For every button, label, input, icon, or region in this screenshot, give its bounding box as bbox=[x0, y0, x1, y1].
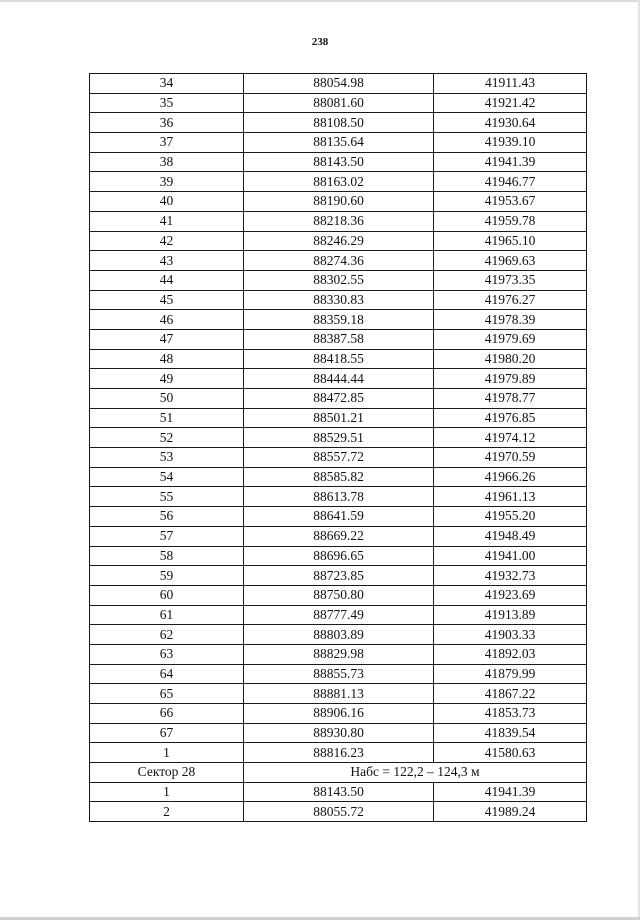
table-row bbox=[90, 585, 587, 605]
point-number-cell: 43 bbox=[90, 251, 244, 271]
point-number-cell: 38 bbox=[90, 152, 244, 172]
point-number-cell: 1 bbox=[90, 782, 244, 802]
table-row bbox=[90, 310, 587, 330]
x-coordinate-cell: 88135.64 bbox=[244, 133, 434, 153]
point-number-cell: 40 bbox=[90, 192, 244, 212]
point-number-cell: 55 bbox=[90, 487, 244, 507]
table-row bbox=[90, 349, 587, 369]
y-coordinate-cell: 41892.03 bbox=[434, 644, 587, 664]
y-coordinate-cell: 41979.89 bbox=[434, 369, 587, 389]
table-row bbox=[90, 74, 587, 94]
table-row bbox=[90, 329, 587, 349]
y-coordinate-cell: 41923.69 bbox=[434, 585, 587, 605]
y-coordinate-cell: 41969.63 bbox=[434, 251, 587, 271]
point-number-cell: 54 bbox=[90, 467, 244, 487]
point-number-cell: 1 bbox=[90, 743, 244, 763]
point-number-cell: 45 bbox=[90, 290, 244, 310]
x-coordinate-cell: 88557.72 bbox=[244, 448, 434, 468]
sector-header bbox=[90, 763, 587, 783]
table-row bbox=[90, 782, 587, 802]
y-coordinate-cell: 41976.27 bbox=[434, 290, 587, 310]
y-coordinate-cell: 41973.35 bbox=[434, 270, 587, 290]
y-coordinate-cell: 41921.42 bbox=[434, 93, 587, 113]
table-row bbox=[90, 684, 587, 704]
y-coordinate-cell: 41946.77 bbox=[434, 172, 587, 192]
point-number-cell: 66 bbox=[90, 704, 244, 724]
x-coordinate-cell: 88054.98 bbox=[244, 74, 434, 94]
y-coordinate-cell: 41978.39 bbox=[434, 310, 587, 330]
table-row bbox=[90, 93, 587, 113]
x-coordinate-cell: 88418.55 bbox=[244, 349, 434, 369]
y-coordinate-cell: 41953.67 bbox=[434, 192, 587, 212]
x-coordinate-cell: 88529.51 bbox=[244, 428, 434, 448]
point-number-cell: 42 bbox=[90, 231, 244, 251]
y-coordinate-cell: 41970.59 bbox=[434, 448, 587, 468]
point-number-cell: 67 bbox=[90, 723, 244, 743]
point-number-cell: 39 bbox=[90, 172, 244, 192]
point-number-cell: 41 bbox=[90, 211, 244, 231]
point-number-cell: 49 bbox=[90, 369, 244, 389]
y-coordinate-cell: 41980.20 bbox=[434, 349, 587, 369]
table-row bbox=[90, 467, 587, 487]
table-row bbox=[90, 251, 587, 271]
x-coordinate-cell: 88163.02 bbox=[244, 172, 434, 192]
coordinates-table bbox=[89, 73, 587, 822]
x-coordinate-cell: 88143.50 bbox=[244, 782, 434, 802]
y-coordinate-cell: 41839.54 bbox=[434, 723, 587, 743]
x-coordinate-cell: 88246.29 bbox=[244, 231, 434, 251]
y-coordinate-cell: 41930.64 bbox=[434, 113, 587, 133]
table-row bbox=[90, 487, 587, 507]
table-row bbox=[90, 743, 587, 763]
x-coordinate-cell: 88723.85 bbox=[244, 566, 434, 586]
y-coordinate-cell: 41948.49 bbox=[434, 526, 587, 546]
x-coordinate-cell: 88585.82 bbox=[244, 467, 434, 487]
x-coordinate-cell: 88750.80 bbox=[244, 585, 434, 605]
x-coordinate-cell: 88302.55 bbox=[244, 270, 434, 290]
table-row bbox=[90, 566, 587, 586]
y-coordinate-cell: 41913.89 bbox=[434, 605, 587, 625]
x-coordinate-cell: 88081.60 bbox=[244, 93, 434, 113]
table-row bbox=[90, 231, 587, 251]
point-number-cell: 47 bbox=[90, 329, 244, 349]
point-number-cell: 53 bbox=[90, 448, 244, 468]
point-number-cell: 60 bbox=[90, 585, 244, 605]
x-coordinate-cell: 88881.13 bbox=[244, 684, 434, 704]
point-number-cell: 35 bbox=[90, 93, 244, 113]
y-coordinate-cell: 41989.24 bbox=[434, 802, 587, 822]
point-number-cell: 44 bbox=[90, 270, 244, 290]
table-row bbox=[90, 704, 587, 724]
point-number-cell: 36 bbox=[90, 113, 244, 133]
table-row bbox=[90, 152, 587, 172]
table-row bbox=[90, 605, 587, 625]
table-row bbox=[90, 389, 587, 409]
y-coordinate-cell: 41959.78 bbox=[434, 211, 587, 231]
coordinates-rows-after bbox=[90, 782, 587, 821]
x-coordinate-cell: 88218.36 bbox=[244, 211, 434, 231]
table-row bbox=[90, 133, 587, 153]
point-number-cell: 51 bbox=[90, 408, 244, 428]
x-coordinate-cell: 88472.85 bbox=[244, 389, 434, 409]
point-number-cell: 48 bbox=[90, 349, 244, 369]
y-coordinate-cell: 41961.13 bbox=[434, 487, 587, 507]
table-row bbox=[90, 428, 587, 448]
point-number-cell: 64 bbox=[90, 664, 244, 684]
x-coordinate-cell: 88829.98 bbox=[244, 644, 434, 664]
table-row bbox=[90, 507, 587, 527]
point-number-cell: 52 bbox=[90, 428, 244, 448]
table-row bbox=[90, 526, 587, 546]
sector-height-range: Набс = 122,2 – 124,3 м bbox=[244, 763, 587, 783]
point-number-cell: 59 bbox=[90, 566, 244, 586]
table-row bbox=[90, 369, 587, 389]
x-coordinate-cell: 88143.50 bbox=[244, 152, 434, 172]
x-coordinate-cell: 88359.18 bbox=[244, 310, 434, 330]
x-coordinate-cell: 88444.44 bbox=[244, 369, 434, 389]
point-number-cell: 62 bbox=[90, 625, 244, 645]
table-row bbox=[90, 290, 587, 310]
y-coordinate-cell: 41879.99 bbox=[434, 664, 587, 684]
point-number-cell: 50 bbox=[90, 389, 244, 409]
y-coordinate-cell: 41939.10 bbox=[434, 133, 587, 153]
table-row bbox=[90, 644, 587, 664]
x-coordinate-cell: 88613.78 bbox=[244, 487, 434, 507]
y-coordinate-cell: 41966.26 bbox=[434, 467, 587, 487]
y-coordinate-cell: 41974.12 bbox=[434, 428, 587, 448]
x-coordinate-cell: 88777.49 bbox=[244, 605, 434, 625]
point-number-cell: 65 bbox=[90, 684, 244, 704]
coordinates-rows-before bbox=[90, 74, 587, 763]
x-coordinate-cell: 88387.58 bbox=[244, 329, 434, 349]
table-row bbox=[90, 408, 587, 428]
x-coordinate-cell: 88330.83 bbox=[244, 290, 434, 310]
table-row bbox=[90, 211, 587, 231]
sector-header-row bbox=[90, 763, 587, 783]
table-row bbox=[90, 113, 587, 133]
y-coordinate-cell: 41965.10 bbox=[434, 231, 587, 251]
y-coordinate-cell: 41978.77 bbox=[434, 389, 587, 409]
y-coordinate-cell: 41941.39 bbox=[434, 152, 587, 172]
point-number-cell: 63 bbox=[90, 644, 244, 664]
table-row bbox=[90, 723, 587, 743]
y-coordinate-cell: 41867.22 bbox=[434, 684, 587, 704]
page-top-edge bbox=[0, 0, 640, 2]
point-number-cell: 2 bbox=[90, 802, 244, 822]
point-number-cell: 34 bbox=[90, 74, 244, 94]
x-coordinate-cell: 88108.50 bbox=[244, 113, 434, 133]
x-coordinate-cell: 88803.89 bbox=[244, 625, 434, 645]
table-row bbox=[90, 192, 587, 212]
point-number-cell: 56 bbox=[90, 507, 244, 527]
x-coordinate-cell: 88696.65 bbox=[244, 546, 434, 566]
y-coordinate-cell: 41911.43 bbox=[434, 74, 587, 94]
point-number-cell: 61 bbox=[90, 605, 244, 625]
x-coordinate-cell: 88274.36 bbox=[244, 251, 434, 271]
point-number-cell: 57 bbox=[90, 526, 244, 546]
point-number-cell: 58 bbox=[90, 546, 244, 566]
y-coordinate-cell: 41941.00 bbox=[434, 546, 587, 566]
x-coordinate-cell: 88190.60 bbox=[244, 192, 434, 212]
sector-label: Сектор 28 bbox=[90, 763, 244, 783]
y-coordinate-cell: 41903.33 bbox=[434, 625, 587, 645]
x-coordinate-cell: 88669.22 bbox=[244, 526, 434, 546]
y-coordinate-cell: 41580.63 bbox=[434, 743, 587, 763]
y-coordinate-cell: 41853.73 bbox=[434, 704, 587, 724]
y-coordinate-cell: 41941.39 bbox=[434, 782, 587, 802]
table-row bbox=[90, 172, 587, 192]
table-row bbox=[90, 448, 587, 468]
y-coordinate-cell: 41976.85 bbox=[434, 408, 587, 428]
x-coordinate-cell: 88641.59 bbox=[244, 507, 434, 527]
page-number: 238 bbox=[311, 36, 329, 48]
x-coordinate-cell: 88930.80 bbox=[244, 723, 434, 743]
y-coordinate-cell: 41955.20 bbox=[434, 507, 587, 527]
y-coordinate-cell: 41932.73 bbox=[434, 566, 587, 586]
point-number-cell: 46 bbox=[90, 310, 244, 330]
y-coordinate-cell: 41979.69 bbox=[434, 329, 587, 349]
table-row bbox=[90, 546, 587, 566]
table-row bbox=[90, 625, 587, 645]
x-coordinate-cell: 88816.23 bbox=[244, 743, 434, 763]
x-coordinate-cell: 88855.73 bbox=[244, 664, 434, 684]
x-coordinate-cell: 88906.16 bbox=[244, 704, 434, 724]
x-coordinate-cell: 88501.21 bbox=[244, 408, 434, 428]
table-row bbox=[90, 270, 587, 290]
table-row bbox=[90, 664, 587, 684]
table-row bbox=[90, 802, 587, 822]
x-coordinate-cell: 88055.72 bbox=[244, 802, 434, 822]
point-number-cell: 37 bbox=[90, 133, 244, 153]
